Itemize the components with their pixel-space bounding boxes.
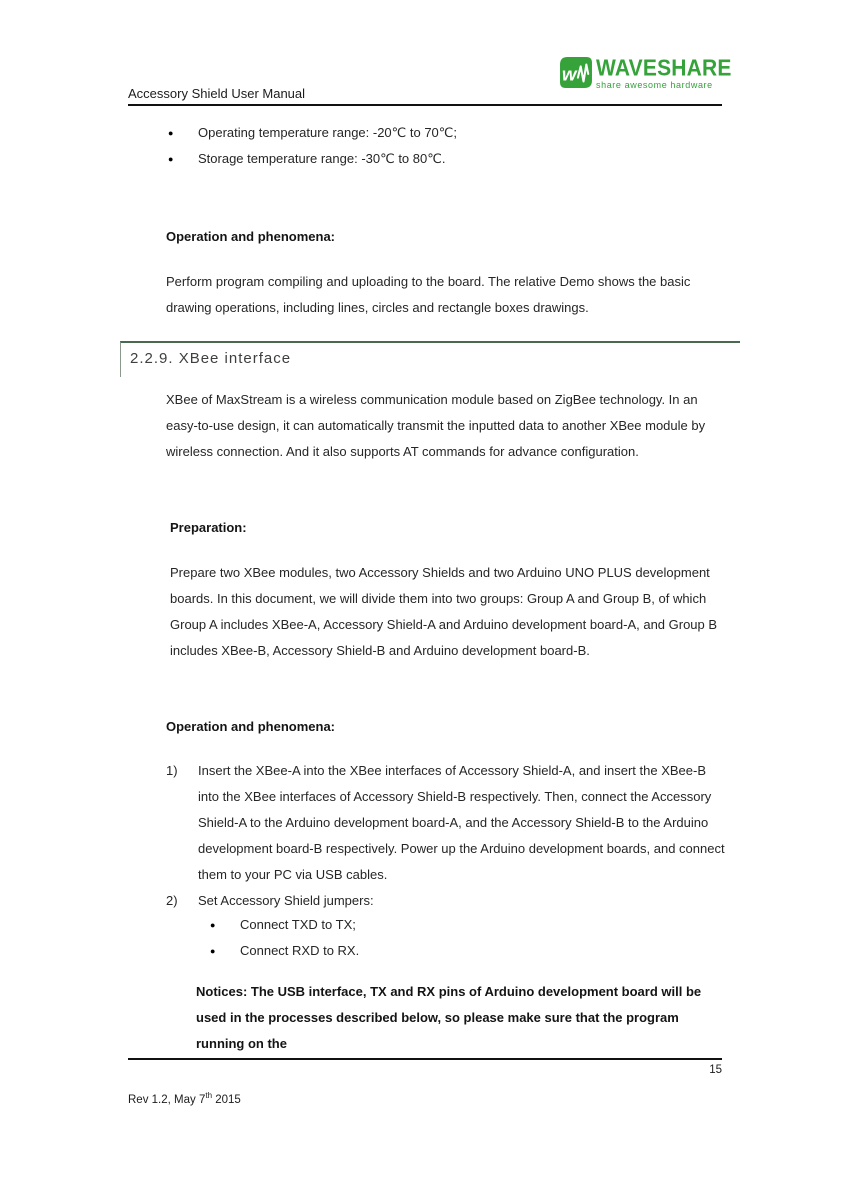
step-row [166, 888, 728, 914]
list-item [210, 912, 510, 938]
spec-list [168, 120, 628, 172]
operation-heading-1: Operation and phenomena: [166, 229, 336, 244]
jumper-bullet-list [210, 912, 510, 964]
step-text: Set Accessory Shield jumpers: [198, 893, 374, 908]
revision-text [128, 1091, 241, 1106]
list-item [168, 146, 628, 172]
page-title: Accessory Shield User Manual [128, 86, 306, 101]
logo-tagline: share awesome hardware [596, 80, 713, 90]
list-item-text: Storage temperature range: -30℃ to 80℃. [198, 151, 446, 166]
list-item-text: Connect RXD to RX. [240, 943, 360, 958]
preparation-heading: Preparation: [170, 520, 247, 535]
list-item [210, 938, 510, 964]
step-text: Insert the XBee-A into the XBee interfaces of Accessory Shield-A, and insert the XBee-B into the XBee interfaces of Accessory Shield-B respectively. Then, connect the Accessory Shield-A to the Arduino development board-A, and the Accessory Shield-B to the Arduino development board-B respectively. Power up the Arduino development boards, and connect them to your PC via USB cables. [198, 763, 725, 882]
section-intro-paragraph: XBee of MaxStream is a wireless communication module based on ZigBee technology. In an easy-to-use design, it can automatically transmit the inputted data to another XBee module by wireless connection. And it also supports AT commands for advance configuration. [166, 392, 706, 459]
header-divider [128, 104, 722, 106]
page-number: 15 [709, 1064, 722, 1076]
numbered-steps [166, 758, 728, 914]
list-item-text: Operating temperature range: -20℃ to 70℃; [198, 125, 458, 140]
revision-prefix: Rev 1.2, May 7 [128, 1093, 206, 1106]
list-item [168, 120, 628, 146]
revision-superscript: th [205, 1091, 213, 1100]
operation-body-1: Perform program compiling and uploading to the board. The relative Demo shows the basic drawing operations, including lines, circles and rectangle boxes drawings. [166, 274, 691, 315]
step-number: 1) [166, 763, 178, 778]
list-item-text: Connect TXD to TX; [240, 917, 356, 932]
operation-heading-2: Operation and phenomena: [166, 719, 336, 734]
waveshare-w-icon [560, 57, 592, 93]
bullet-icon: ● [210, 946, 216, 956]
footer-divider [128, 1058, 722, 1060]
section-heading-box [120, 341, 740, 377]
waveshare-logo [560, 57, 732, 93]
svg-text:w: w [561, 63, 577, 85]
revision-suffix: 2015 [212, 1093, 241, 1106]
preparation-body: Prepare two XBee modules, two Accessory Shields and two Arduino UNO PLUS development boards. In this document, we will divide them into two groups: Group A and Group B, of which Group A includes XBee-A, Accessory Shield-A and Arduino development board-A, and Group B includes XBee-B, Accessory Shield-B and Arduino development board-B. [170, 565, 718, 658]
notice-text: Notices: The USB interface, TX and RX pins of Arduino development board will be used in the processes described below, so please make sure that the program running on the [196, 984, 702, 1051]
section-heading: 2.2.9. XBee interface [130, 350, 292, 367]
bullet-icon: ● [210, 920, 216, 930]
step-number: 2) [166, 893, 178, 908]
bullet-icon: ● [168, 128, 174, 138]
logo-brand-text: WAVESHARE [596, 55, 732, 81]
step-row [166, 758, 728, 888]
bullet-icon: ● [168, 154, 174, 164]
